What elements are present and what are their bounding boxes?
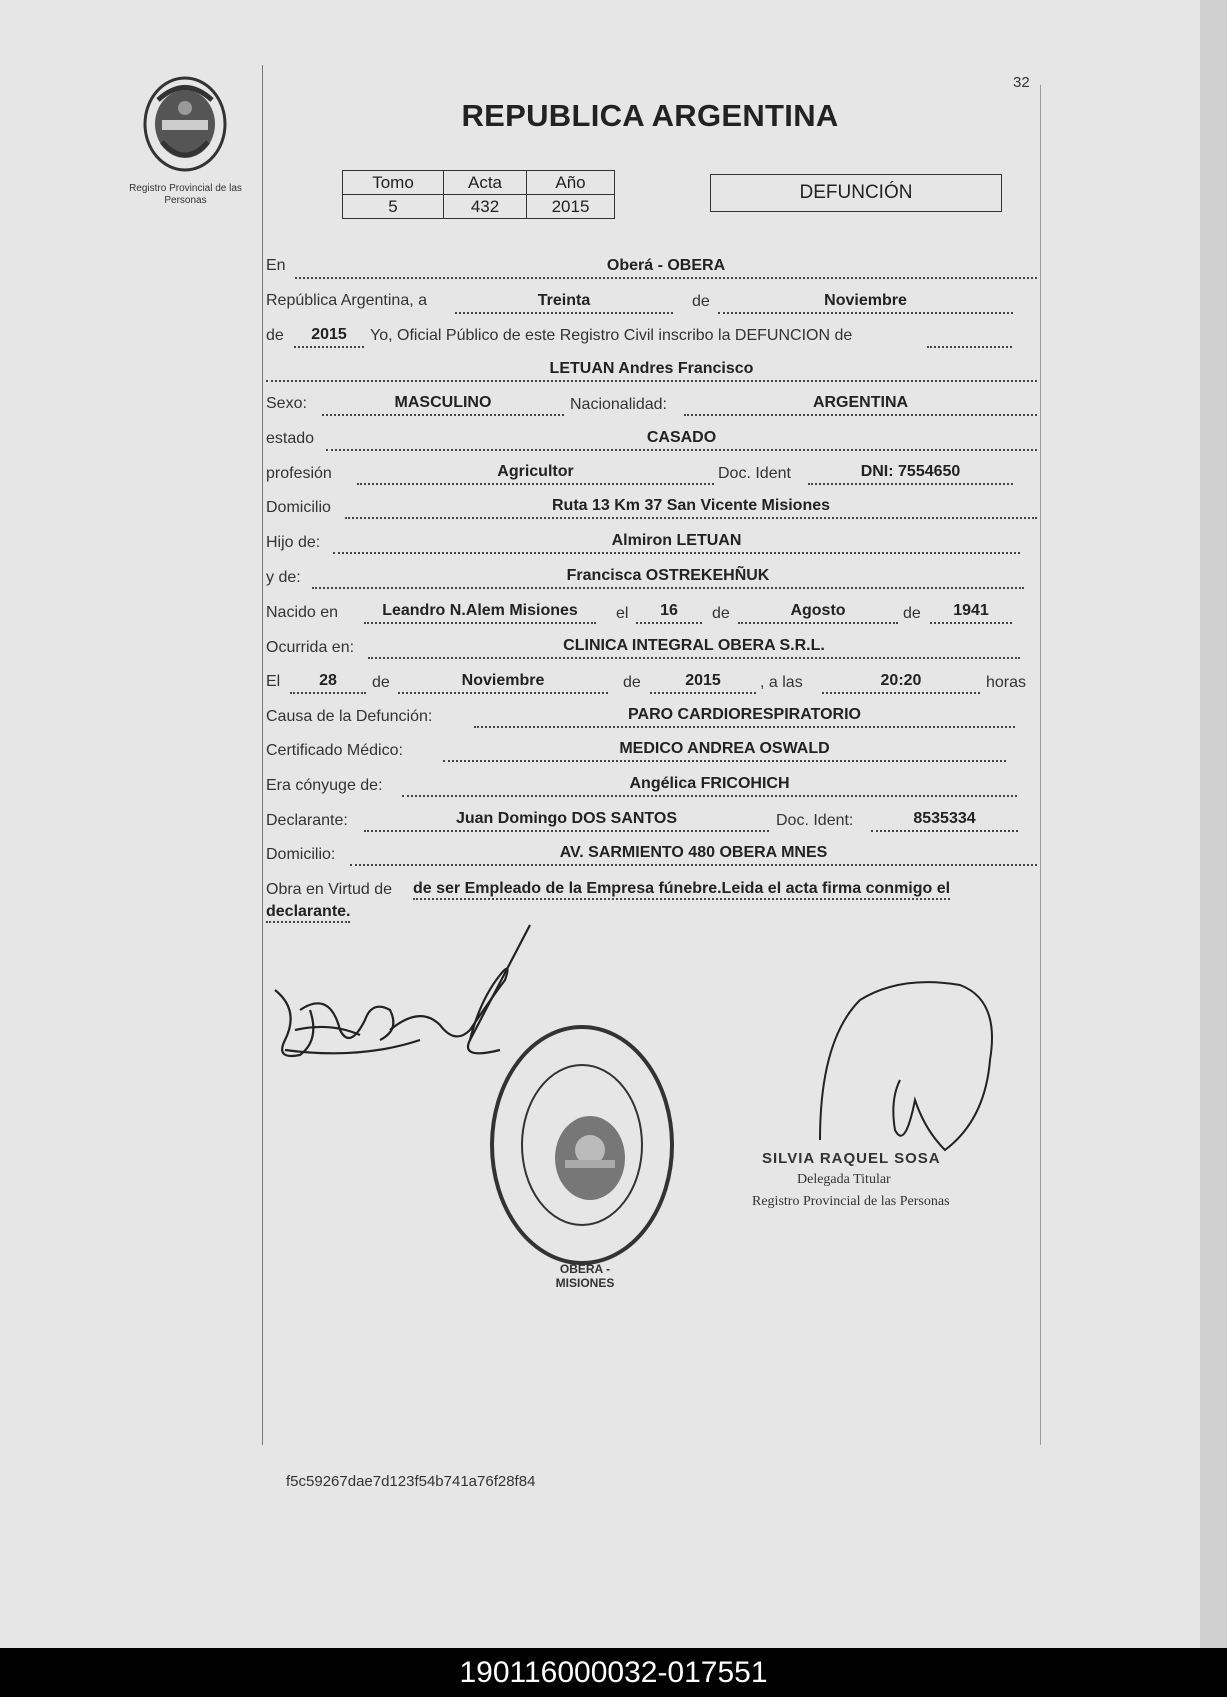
birthplace-value: Leandro N.Alem Misiones <box>364 602 596 624</box>
hijo-de-label: Hijo de: <box>266 534 321 551</box>
de-label-1: de <box>692 293 710 310</box>
official-name: SILVIA RAQUEL SOSA <box>762 1150 941 1167</box>
de-label-4: de <box>903 605 921 622</box>
place-value: Oberá - OBERA <box>295 257 1037 279</box>
y-de-label: y de: <box>266 569 301 586</box>
logo-caption: Registro Provincial de las Personas <box>129 183 242 206</box>
republica-label: República Argentina, a <box>266 292 427 309</box>
year-value: 2015 <box>294 326 364 348</box>
sexo-label: Sexo: <box>266 395 307 412</box>
ocurrida-value: CLINICA INTEGRAL OBERA S.R.L. <box>368 637 1020 659</box>
el-label: el <box>616 605 629 622</box>
de-label-3: de <box>712 605 730 622</box>
decl-doc-value: 8535334 <box>871 810 1018 832</box>
death-year-value: 2015 <box>650 672 756 694</box>
official-signature <box>820 982 992 1150</box>
record-type-box: DEFUNCIÓN <box>710 174 1002 212</box>
causa-value: PARO CARDIORESPIRATORIO <box>474 706 1015 728</box>
a-las-label: , a las <box>760 674 803 691</box>
birth-year-value: 1941 <box>930 602 1012 624</box>
acta-value: 432 <box>444 195 527 219</box>
profesion-label: profesión <box>266 465 332 482</box>
estado-value: CASADO <box>326 429 1037 451</box>
nacionalidad-value: ARGENTINA <box>684 394 1037 416</box>
tomo-value: 5 <box>343 195 444 219</box>
month-value: Noviembre <box>718 292 1013 314</box>
tomo-header: Tomo <box>343 171 444 195</box>
decl-domicilio-value: AV. SARMIENTO 480 OBERA MNES <box>350 844 1037 866</box>
domicilio-value: Ruta 13 Km 37 San Vicente Misiones <box>345 497 1037 519</box>
estado-label: estado <box>266 430 315 447</box>
nacionalidad-label: Nacionalidad: <box>570 396 667 413</box>
obra-value: de ser Empleado de la Empresa fúnebre.Leida el acta firma conmigo el <box>413 880 950 900</box>
domicilio-label: Domicilio <box>266 499 331 516</box>
ocurrida-label: Ocurrida en: <box>266 639 355 656</box>
birth-day-value: 16 <box>636 602 702 624</box>
official-org: Registro Provincial de las Personas <box>752 1194 950 1209</box>
document-hash: f5c59267dae7d123f54b741a76f28f84 <box>286 1473 536 1490</box>
conyuge-value: Angélica FRICOHICH <box>402 775 1017 797</box>
death-day-value: 28 <box>290 672 366 694</box>
en-label: En <box>266 257 286 274</box>
anio-header: Año <box>527 171 615 195</box>
de-label-6: de <box>623 674 641 691</box>
doc-ident-label: Doc. Ident <box>718 465 791 482</box>
conyuge-label: Era cónyuge de: <box>266 777 383 794</box>
stamp-inner-text: OBERA - MISIONES <box>555 1262 615 1290</box>
declarante-label: Declarante: <box>266 812 348 829</box>
barcode-number-bar: 190116000032-017551 <box>0 1648 1227 1697</box>
official-title: Delegada Titular <box>797 1172 891 1187</box>
birth-month-value: Agosto <box>738 602 898 624</box>
horas-label: horas <box>986 674 1027 691</box>
certificado-label: Certificado Médico: <box>266 742 403 759</box>
death-time-value: 20:20 <box>822 672 980 694</box>
decl-domicilio-label: Domicilio: <box>266 846 336 863</box>
decl-doc-label: Doc. Ident: <box>776 812 854 829</box>
anio-value: 2015 <box>527 195 615 219</box>
de-label-5: de <box>372 674 390 691</box>
obra-label: Obra en Virtud de <box>266 881 393 898</box>
causa-label: Causa de la Defunción: <box>266 708 433 725</box>
de-label-2: de <box>266 327 284 344</box>
madre-value: Francisca OSTREKEHÑUK <box>312 567 1024 589</box>
declarant-signature <box>275 925 530 1056</box>
page-number: 32 <box>1013 74 1030 91</box>
oficial-text: Yo, Oficial Público de este Registro Civil inscribo la DEFUNCION de <box>370 327 853 344</box>
certificado-value: MEDICO ANDREA OSWALD <box>443 740 1006 762</box>
doc-ident-value: DNI: 7554650 <box>808 463 1013 485</box>
day-words-value: Treinta <box>455 292 673 314</box>
obra-value-continued: declarante. <box>266 903 350 923</box>
nacido-label: Nacido en <box>266 604 339 621</box>
deceased-name-value: LETUAN Andres Francisco <box>266 360 1037 382</box>
registry-stamp <box>492 1027 672 1263</box>
declarante-value: Juan Domingo DOS SANTOS <box>364 810 769 832</box>
death-month-value: Noviembre <box>398 672 608 694</box>
padre-value: Almiron LETUAN <box>333 532 1020 554</box>
document-title: REPUBLICA ARGENTINA <box>461 98 839 133</box>
profesion-value: Agricultor <box>357 463 714 485</box>
acta-header: Acta <box>444 171 527 195</box>
sexo-value: MASCULINO <box>322 394 564 416</box>
el-date-label: El <box>266 673 281 690</box>
